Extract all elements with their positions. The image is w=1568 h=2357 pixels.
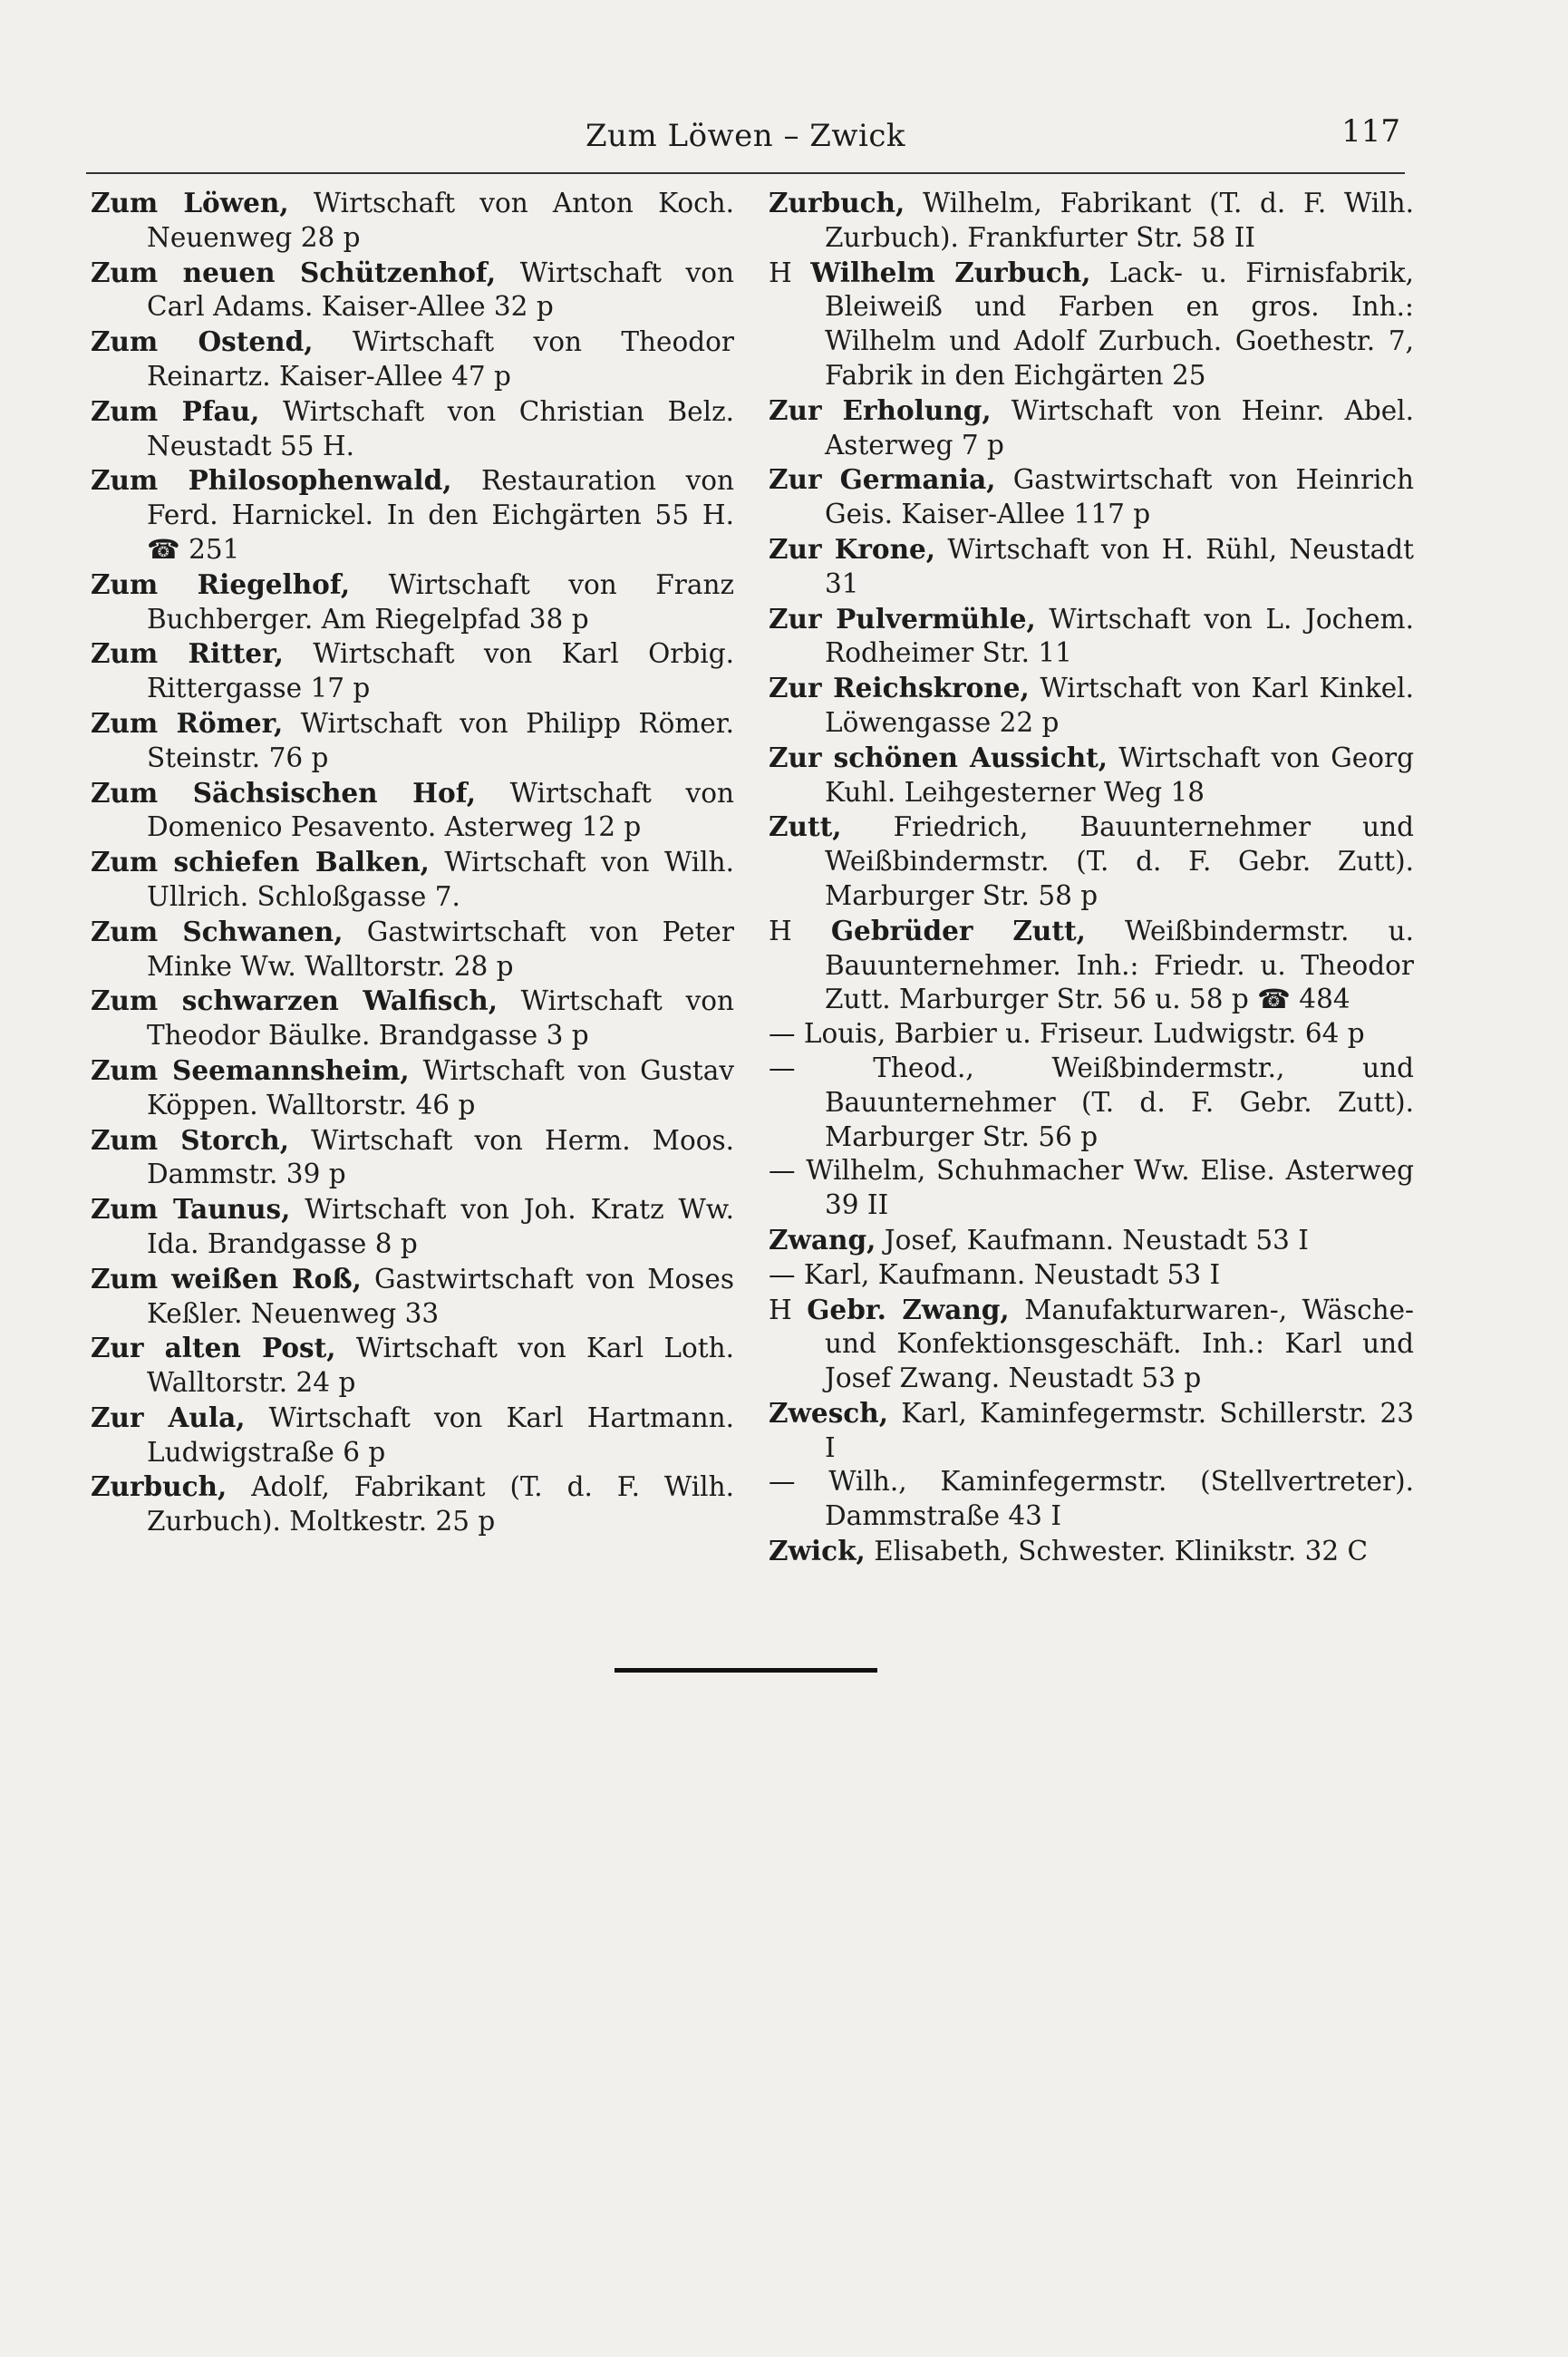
entry-name: Zum Riegelhof, — [91, 567, 351, 600]
entry-name: Zwick, — [769, 1535, 866, 1567]
entry-name: Zur Erholung, — [769, 393, 992, 426]
entry-details: Wilhelm, Fabrikant (T. d. F. Wilh. Zurbuch). Frankfurter Str. 58 II — [825, 188, 1414, 253]
directory-entry — [769, 1154, 1414, 1223]
entry-details: Wirtschaft von Christian Belz. Neustadt 55 H. — [147, 395, 734, 461]
directory-entry — [91, 1192, 734, 1262]
directory-entry — [769, 602, 1414, 672]
directory-entry — [91, 1469, 734, 1539]
entry-prefix: — — [769, 1052, 874, 1083]
entry-name: Zwesch, — [769, 1396, 888, 1429]
directory-entry — [769, 914, 1414, 1017]
directory-entry — [91, 186, 734, 256]
entry-details: Weißbindermstr. u. Bauunternehmer. Inh.: Friedr. u. Theodor Zutt. Marburger Str. 56 u. 58 p ☎ 484 — [825, 915, 1415, 1015]
directory-entry — [769, 532, 1414, 602]
entry-name: Zum Philosophenwald, — [91, 464, 452, 497]
entry-name: Zur alten Post, — [91, 1332, 336, 1364]
entry-name: Zum Ostend, — [91, 325, 314, 358]
entry-prefix: — — [769, 1018, 804, 1050]
entry-name: Wilhelm Zurbuch, — [810, 256, 1091, 288]
entry-details: Adolf, Fabrikant (T. d. F. Wilh. Zurbuch). Moltkestr. 25 p — [147, 1471, 734, 1537]
directory-entry — [91, 567, 734, 637]
entry-name: Zum Pfau, — [91, 394, 260, 427]
entry-details: Wirtschaft von Anton Koch. Neuenweg 28 p — [147, 188, 734, 253]
directory-entry — [769, 1017, 1414, 1052]
directory-entry — [91, 1331, 734, 1401]
entry-details: Wirtschaft von Carl Adams. Kaiser-Allee 32 p — [147, 257, 734, 323]
entry-prefix: — — [769, 1258, 804, 1290]
directory-entry — [769, 810, 1414, 913]
entry-name: Zurbuch, — [91, 1470, 227, 1503]
closing-rule — [615, 1668, 877, 1673]
directory-entry — [91, 706, 734, 776]
directory-entry — [769, 1052, 1414, 1154]
entry-details: Josef, Kaufmann. Neustadt 53 I — [876, 1224, 1309, 1256]
entry-prefix: H — [769, 915, 831, 946]
entry-name: Zurbuch, — [769, 187, 905, 218]
entry-details: Wirtschaft von Heinr. Abel. Asterweg 7 p — [825, 394, 1414, 461]
entry-name: Gebr. Zwang, — [807, 1293, 1010, 1325]
entry-name: Zur Reichskrone, — [769, 672, 1030, 704]
directory-entry — [769, 1465, 1414, 1534]
directory-entry — [91, 915, 734, 985]
entry-prefix: H — [769, 257, 811, 288]
directory-entry — [91, 1123, 734, 1193]
entry-details: Restauration von Ferd. Harnickel. In den Eichgärten 55 H. ☎ 251 — [147, 465, 734, 565]
directory-entry — [769, 1258, 1414, 1293]
entry-details: Manufakturwaren-, Wäsche- und Konfektionsgeschäft. Inh.: Karl und Josef Zwang. Neustadt 53 p — [825, 1294, 1415, 1394]
entry-name: Zum weißen Roß, — [91, 1262, 362, 1295]
entry-details: Louis, Barbier u. Friseur. Ludwigstr. 64 p — [803, 1018, 1365, 1050]
entry-details: Wilh., Kaminfegermstr. (Stellvertreter). Dammstraße 43 I — [825, 1466, 1414, 1532]
directory-entry — [91, 1053, 734, 1123]
page-number: 117 — [1341, 113, 1400, 150]
left-column — [91, 186, 734, 1539]
entry-details: Wilhelm, Schuhmacher Ww. Elise. Asterweg 39 II — [806, 1155, 1414, 1221]
entry-details: Wirtschaft von Karl Kinkel. Löwengasse 22 p — [825, 673, 1414, 738]
entry-details: Wirtschaft von Herm. Moos. Dammstr. 39 p — [147, 1124, 734, 1190]
entry-details: Karl, Kaminfegermstr. Schillerstr. 23 I — [825, 1397, 1414, 1463]
entry-name: Zutt, — [769, 810, 842, 843]
entry-name: Zum Sächsischen Hof, — [91, 776, 477, 809]
directory-entry — [91, 845, 734, 915]
entry-details: Gastwirtschaft von Moses Keßler. Neuenweg 33 — [147, 1263, 734, 1329]
entry-details: Wirtschaft von Georg Kuhl. Leihgesterner Weg 18 — [825, 742, 1414, 808]
entry-details: Karl, Kaufmann. Neustadt 53 I — [803, 1258, 1221, 1290]
entry-details: Wirtschaft von Karl Loth. Walltorstr. 24 p — [147, 1333, 734, 1399]
directory-entry — [769, 1396, 1414, 1466]
directory-entry — [769, 1223, 1414, 1258]
page-header — [86, 109, 1405, 174]
entry-details: Wirtschaft von Philipp Römer. Steinstr. 76 p — [147, 707, 734, 773]
entry-details: Wirtschaft von Karl Hartmann. Ludwigstraße 6 p — [147, 1402, 734, 1468]
entry-name: Zum Schwanen, — [91, 915, 344, 947]
entry-details: Wirtschaft von L. Jochem. Rodheimer Str. 11 — [825, 603, 1414, 669]
entry-details: Wirtschaft von Domenico Pesavento. Asterweg 12 p — [147, 777, 734, 843]
entry-name: Gebrüder Zutt, — [830, 914, 1086, 946]
directory-entry — [91, 256, 734, 325]
entry-name: Zum Seemannsheim, — [91, 1053, 410, 1086]
directory-entry — [91, 394, 734, 464]
directory-entry — [91, 636, 734, 706]
entry-details: Elisabeth, Schwester. Klinikstr. 32 C — [865, 1536, 1369, 1567]
entry-details: Wirtschaft von Theodor Bäulke. Brandgasse 3 p — [147, 985, 734, 1052]
directory-entry — [91, 325, 734, 394]
entry-prefix: H — [769, 1294, 808, 1325]
entry-name: Zum Taunus, — [91, 1193, 291, 1226]
entry-prefix: — — [769, 1466, 829, 1498]
entry-details: Gastwirtschaft von Heinrich Geis. Kaiser-Allee 117 p — [825, 464, 1415, 530]
directory-entry — [769, 186, 1414, 256]
entry-name: Zur Krone, — [769, 532, 936, 565]
running-title: Zum Löwen – Zwick — [585, 118, 906, 154]
entry-name: Zum neuen Schützenhof, — [91, 256, 497, 288]
entry-details: Wirtschaft von Wilh. Ullrich. Schloßgasse 7. — [147, 847, 734, 912]
entry-name: Zum Löwen, — [91, 187, 289, 218]
directory-entry — [769, 256, 1414, 393]
entry-details: Wirtschaft von Theodor Reinartz. Kaiser-Allee 47 p — [147, 326, 734, 392]
entry-details: Gastwirtschaft von Peter Minke Ww. Walltorstr. 28 p — [147, 916, 734, 982]
entry-name: Zum Ritter, — [91, 637, 284, 670]
entry-name: Zur Aula, — [91, 1401, 246, 1433]
entry-name: Zur schönen Aussicht, — [769, 741, 1108, 773]
entry-details: Theod., Weißbindermstr., und Bauunternehmer (T. d. F. Gebr. Zutt). Marburger Str. 56 p — [825, 1052, 1414, 1152]
directory-entry — [769, 671, 1414, 741]
entry-details: Friedrich, Bauunternehmer und Weißbindermstr. (T. d. F. Gebr. Zutt). Marburger Str. 58 p — [825, 811, 1414, 911]
entry-name: Zum Römer, — [91, 706, 284, 739]
directory-entry — [91, 776, 734, 846]
entry-name: Zur Germania, — [769, 463, 996, 496]
entry-name: Zum schwarzen Walfisch, — [91, 985, 498, 1017]
entry-details: Wirtschaft von Karl Orbig. Rittergasse 17 p — [147, 638, 734, 704]
entry-details: Wirtschaft von H. Rühl, Neustadt 31 — [825, 533, 1414, 599]
entry-name: Zum schiefen Balken, — [91, 846, 430, 878]
right-column — [769, 186, 1414, 1569]
directory-entry — [769, 462, 1414, 532]
directory-entry — [91, 984, 734, 1053]
entry-name: Zum Storch, — [91, 1123, 290, 1156]
directory-entry — [769, 741, 1414, 810]
entry-details: Lack- u. Firnisfabrik, Bleiweiß und Farben en gros. Inh.: Wilhelm und Adolf Zurbuch. Goethestr. 7, Fabrik in den Eichgärten 25 — [825, 257, 1414, 391]
directory-entry — [769, 393, 1414, 463]
entry-details: Wirtschaft von Joh. Kratz Ww. Ida. Brandgasse 8 p — [147, 1194, 734, 1259]
directory-entry — [91, 463, 734, 567]
entry-name: Zur Pulvermühle, — [769, 602, 1036, 635]
directory-entry — [769, 1293, 1414, 1396]
directory-entry — [91, 1262, 734, 1332]
entry-details: Wirtschaft von Franz Buchberger. Am Riegelpfad 38 p — [147, 568, 734, 635]
entry-prefix: — — [769, 1155, 807, 1187]
directory-entry — [769, 1534, 1414, 1569]
directory-entry — [91, 1401, 734, 1470]
entry-name: Zwang, — [769, 1223, 876, 1256]
entry-details: Wirtschaft von Gustav Köppen. Walltorstr. 46 p — [147, 1054, 734, 1120]
